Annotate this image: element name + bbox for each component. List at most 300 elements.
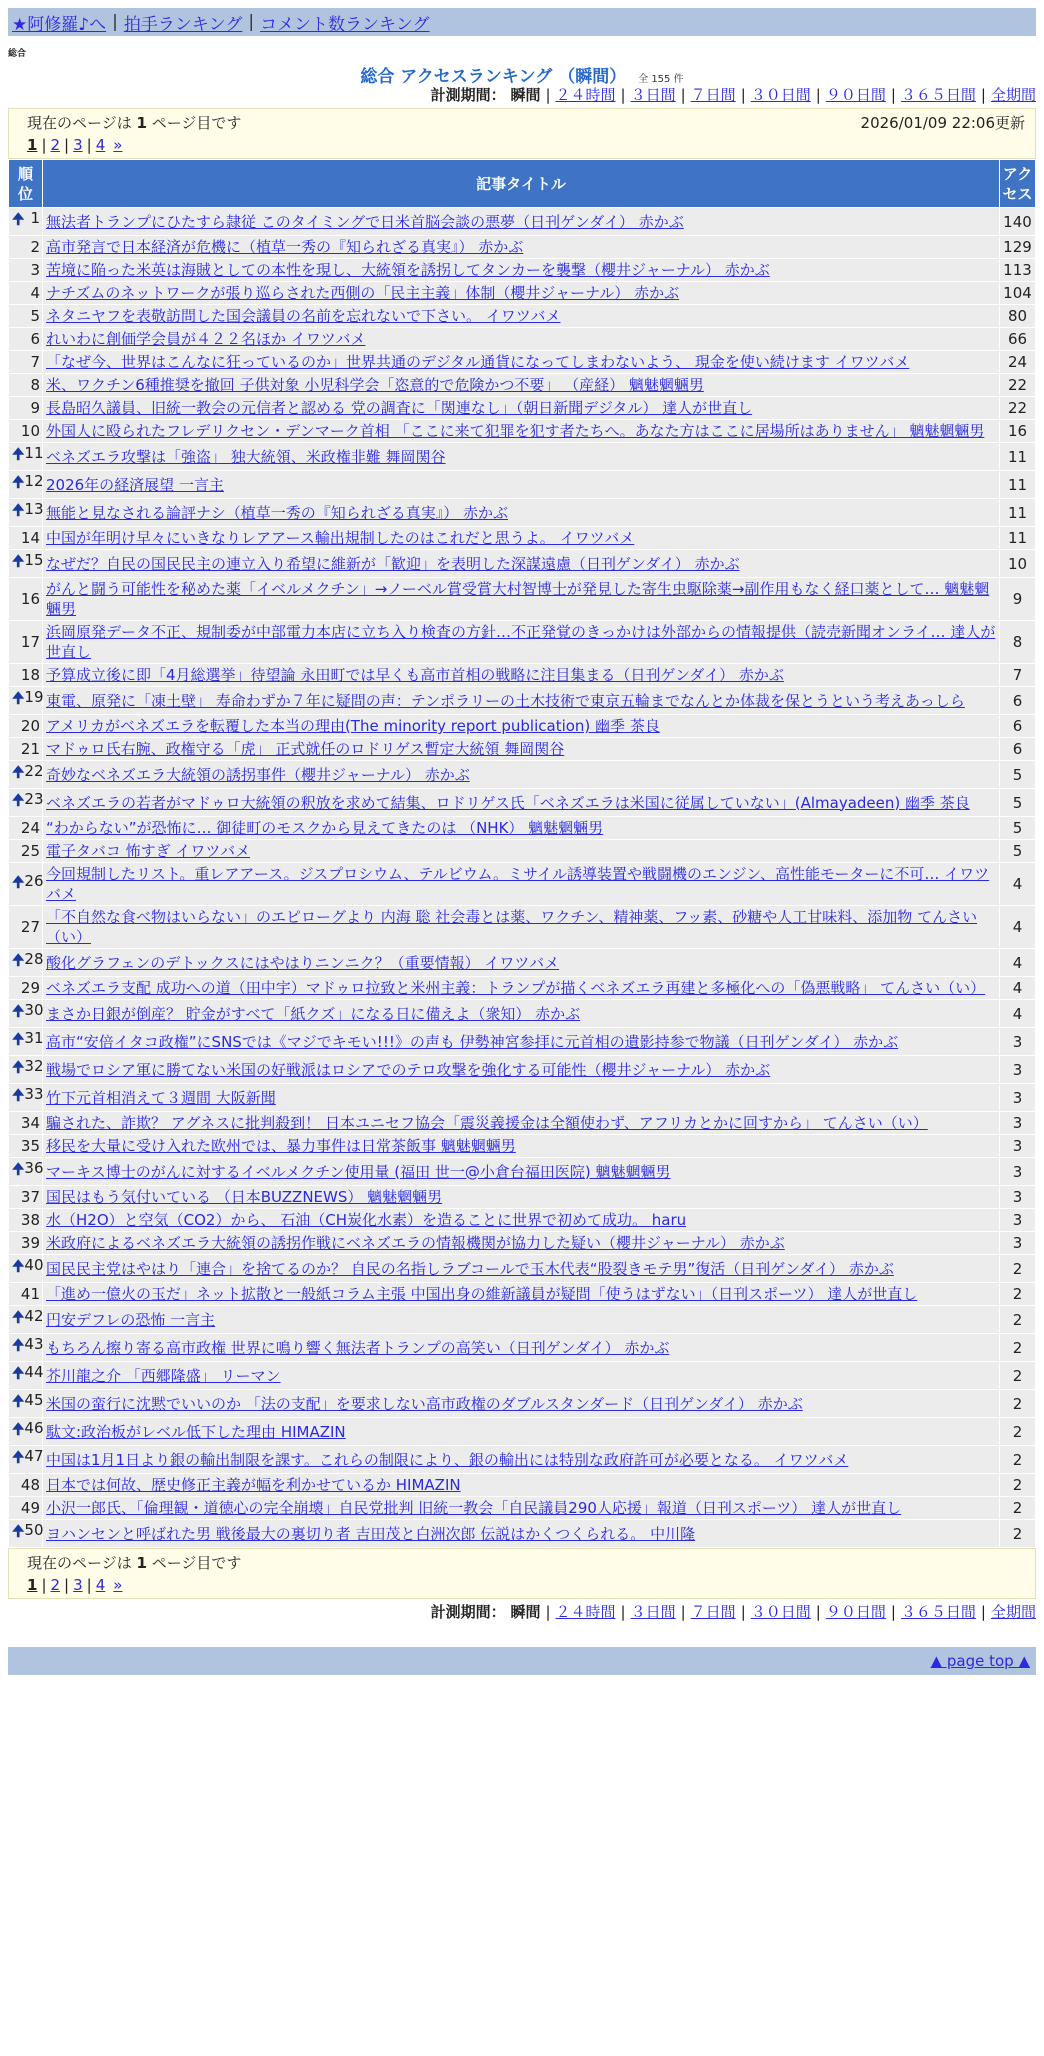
access-count: 3 — [1000, 1028, 1036, 1056]
article-link[interactable]: 外国人に殴られたフレデリクセン・デンマーク首相 「ここに来て犯罪を犯す者たちへ。あなた方はここに居場所はありません」 魑魅魍魎男 — [46, 422, 985, 440]
rank-up-arrow-icon: 🠉 — [12, 951, 25, 969]
table-row — [9, 621, 1036, 664]
rank-cell — [9, 1000, 43, 1028]
table-row — [9, 840, 1036, 863]
period-all-link[interactable]: 全期間 — [990, 86, 1036, 104]
table-row — [9, 1390, 1036, 1418]
article-link[interactable]: 「不自然な食べ物はいらない」のエピローグより 内海 聡 社会毒とは薬、ワクチン、精神薬、フッ素、砂糖や人工甘味料、添加物 てんさい（い） — [46, 908, 978, 946]
table-row — [9, 236, 1036, 259]
period-all-link[interactable]: 全期間 — [990, 1603, 1036, 1621]
article-link[interactable]: なぜだ？自民の国民民主の連立入り希望に維新が「歓迎」を表明した深謀遠慮（日刊ゲンダイ） 赤かぶ — [46, 554, 740, 573]
article-link[interactable]: 高市発言で日本経済が危機に（植草一秀の『知られざる真実』） 赤かぶ — [46, 238, 524, 256]
rank-up-arrow-icon: 🠉 — [12, 1160, 25, 1178]
article-link[interactable]: マーキス博士のがんに対するイベルメクチン使用量 (福田 世一@小倉台福田医院) 魑魅魍魎男 — [46, 1162, 671, 1181]
article-link[interactable]: 駄文:政治板がレベル低下した理由 HIMAZIN — [46, 1422, 346, 1441]
access-count: 11 — [1000, 443, 1036, 471]
rank-number: 15 — [24, 551, 44, 569]
table-row — [9, 328, 1036, 351]
rank-up-arrow-icon: 🠉 — [12, 1448, 25, 1466]
rank-cell — [9, 1520, 43, 1548]
title-cell — [43, 208, 1000, 236]
table-row — [9, 443, 1036, 471]
table-row — [9, 550, 1036, 578]
period-90d-link[interactable]: ９０日間 — [825, 86, 886, 104]
title-cell — [43, 1209, 1000, 1232]
rank-cell — [9, 1056, 43, 1084]
title-cell — [43, 1474, 1000, 1497]
article-link[interactable]: 中国は1月1日より銀の輸出制限を課す。これらの制限により、銀の輸出には特別な政府許可が必要となる。 イワツバメ — [46, 1450, 849, 1469]
article-link[interactable]: 高市“安倍イタコ政権”にSNSでは《マジでキモい!!!》の声も 伊勢神宮参拝に元首相の遺影持参で物議（日刊ゲンダイ） 赤かぶ — [46, 1032, 899, 1051]
table-row — [9, 351, 1036, 374]
title-cell — [43, 906, 1000, 949]
rank-number: 50 — [24, 1521, 44, 1539]
rank-up-arrow-icon: 🠉 — [12, 791, 25, 809]
table-row — [9, 471, 1036, 499]
period-30d-link[interactable]: ３０日間 — [750, 1603, 811, 1621]
access-count: 2 — [1000, 1362, 1036, 1390]
rank-number: 22 — [24, 762, 44, 780]
access-count: 129 — [1000, 236, 1036, 259]
table-row — [9, 1520, 1036, 1548]
table-row — [9, 527, 1036, 550]
rank-cell — [9, 550, 43, 578]
updated-timestamp: 2026/01/09 22:06更新 — [860, 114, 1025, 132]
rank-number: 46 — [24, 1419, 44, 1437]
rank-cell — [9, 715, 43, 738]
access-header: アクセス — [1000, 160, 1036, 208]
article-link[interactable]: 酸化グラフェンのデトックスにはやはりニンニク？（重要情報） イワツバメ — [46, 953, 560, 972]
pager-bottom: 現在のページは 1 ページ目です 1 | 2 | 3 | 4 » — [8, 1548, 1036, 1599]
title-cell — [43, 687, 1000, 715]
rank-number: 10 — [20, 422, 40, 440]
rank-cell — [9, 1135, 43, 1158]
article-link[interactable]: 移民を大量に受け入れた欧州では、暴力事件は日常茶飯事 魑魅魍魎男 — [46, 1137, 516, 1155]
rank-number: 18 — [20, 666, 40, 684]
rank-up-arrow-icon: 🠉 — [12, 1257, 25, 1275]
rank-number: 36 — [24, 1159, 44, 1177]
access-count: 2 — [1000, 1418, 1036, 1446]
title-cell — [43, 840, 1000, 863]
rank-number: 1 — [30, 209, 40, 227]
period-24h-link[interactable]: ２４時間 — [555, 1603, 616, 1621]
article-link[interactable]: マドゥロ氏右腕、政権守る「虎」 正式就任のロドリゲス暫定大統領 舞岡関谷 — [46, 740, 565, 758]
table-row — [9, 1446, 1036, 1474]
rank-up-arrow-icon: 🠉 — [12, 210, 25, 228]
rank-cell — [9, 664, 43, 687]
rank-number: 31 — [24, 1029, 44, 1047]
article-link[interactable]: 無法者トランプにひたすら隷従 このタイミングで日米首脳会談の悪夢（日刊ゲンダイ） 赤かぶ — [46, 212, 684, 231]
rank-up-arrow-icon: 🠉 — [12, 1058, 25, 1076]
article-link[interactable]: 米国の蛮行に沈黙でいいのか 「法の支配」を要求しない高市政権のダブルスタンダード（日刊ゲンダイ） 赤かぶ — [46, 1394, 803, 1413]
access-count: 2 — [1000, 1334, 1036, 1362]
article-link[interactable]: 小沢一郎氏、「倫理観・道徳心の完全崩壊」自民党批判 旧統一教会「自民議員290人応援」報道（日刊スポーツ） 達人が世直し — [46, 1499, 902, 1517]
title-cell — [43, 236, 1000, 259]
article-link[interactable]: 長島昭久議員、旧統一教会の元信者と認める 党の調査に「関連なし」（朝日新聞デジタル） 達人が世直し — [46, 399, 753, 417]
article-link[interactable]: 無能と見なされる論評ナシ（植草一秀の『知られざる真実』） 赤かぶ — [46, 503, 508, 522]
rank-number: 29 — [20, 979, 40, 997]
rank-up-arrow-icon: 🠉 — [12, 763, 25, 781]
rank-number: 42 — [24, 1307, 44, 1325]
table-row — [9, 1056, 1036, 1084]
rank-number: 35 — [20, 1137, 40, 1155]
rank-up-arrow-icon: 🠉 — [12, 1420, 25, 1438]
rank-number: 4 — [30, 284, 40, 302]
title-cell — [43, 374, 1000, 397]
rank-number: 32 — [24, 1057, 44, 1075]
table-row — [9, 1158, 1036, 1186]
rank-cell — [9, 621, 43, 664]
rank-cell — [9, 863, 43, 906]
article-link[interactable]: 国民民主党はやはり「連合」を捨てるのか？ 自民の名指しラブコールで玉木代表“股裂きモテ男”復活（日刊ゲンダイ） 赤かぶ — [46, 1259, 894, 1278]
table-row — [9, 906, 1036, 949]
rank-number: 37 — [20, 1188, 40, 1206]
access-count: 2 — [1000, 1497, 1036, 1520]
table-row — [9, 1112, 1036, 1135]
period-7d-link[interactable]: ７日間 — [690, 1603, 736, 1621]
rank-cell — [9, 527, 43, 550]
article-link[interactable]: れいわに創価学会員が４２２名ほか イワツバメ — [46, 330, 366, 348]
rank-number: 2 — [30, 238, 40, 256]
rank-number: 27 — [20, 918, 40, 936]
title-cell — [43, 761, 1000, 789]
section-label: 総合 — [8, 49, 27, 59]
access-count: 16 — [1000, 420, 1036, 443]
page-link-2[interactable]: 2 — [50, 136, 61, 154]
period-3d-link[interactable]: ３日間 — [630, 1603, 676, 1621]
title-cell — [43, 578, 1000, 621]
title-cell — [43, 1158, 1000, 1186]
rank-up-arrow-icon: 🠉 — [12, 872, 25, 891]
rank-number: 40 — [24, 1256, 44, 1274]
title-cell — [43, 664, 1000, 687]
access-count: 2 — [1000, 1390, 1036, 1418]
access-count: 5 — [1000, 789, 1036, 817]
article-link[interactable]: ベネズエラ支配 成功への道（田中宇）マドゥロ拉致と米州主義：トランプが描くベネズエラ再建と多極化への「偽悪戦略」 てんさい（い） — [46, 979, 986, 997]
access-count: 80 — [1000, 305, 1036, 328]
title-cell — [43, 1028, 1000, 1056]
access-count: 22 — [1000, 397, 1036, 420]
page-top-link[interactable]: ▲ page top ▲ — [930, 1652, 1030, 1670]
rank-cell — [9, 420, 43, 443]
period-current: 瞬間 — [510, 86, 541, 104]
rank-cell — [9, 1418, 43, 1446]
home-link[interactable]: ★阿修羅♪へ — [12, 14, 107, 35]
rank-number: 6 — [30, 330, 40, 348]
access-count: 10 — [1000, 550, 1036, 578]
rank-cell — [9, 1446, 43, 1474]
article-link[interactable]: 「進め一億火の玉だ」ネット拡散と一般紙コラム主張 中国出身の維新議員が疑問「使うはずない」（日刊スポーツ） 達人が世直し — [46, 1285, 918, 1303]
rank-up-arrow-icon: 🠉 — [12, 552, 25, 570]
access-count: 6 — [1000, 687, 1036, 715]
title-cell — [43, 1520, 1000, 1548]
rank-cell — [9, 840, 43, 863]
page-link-4[interactable]: 4 — [95, 1576, 106, 1594]
title-cell — [43, 1362, 1000, 1390]
article-link[interactable]: 国民はもう気付いている （日本BUZZNEWS） 魑魅魍魎男 — [46, 1188, 443, 1206]
rank-cell — [9, 789, 43, 817]
table-row — [9, 1283, 1036, 1306]
rank-number: 48 — [20, 1476, 40, 1494]
access-count: 2 — [1000, 1474, 1036, 1497]
article-link[interactable]: まさか日銀が倒産？ 貯金がすべて「紙クズ」になる日に備えよ（衆知） 赤かぶ — [46, 1004, 581, 1023]
title-cell — [43, 1306, 1000, 1334]
article-link[interactable]: アメリカがベネズエラを転覆した本当の理由(The minority report publication) 幽季 茶良 — [46, 717, 660, 735]
rank-cell — [9, 906, 43, 949]
table-row — [9, 1186, 1036, 1209]
title-cell — [43, 1112, 1000, 1135]
rank-up-arrow-icon: 🠉 — [12, 445, 25, 463]
page-link-4[interactable]: 4 — [95, 136, 106, 154]
title-cell — [43, 1283, 1000, 1306]
access-count: 2 — [1000, 1283, 1036, 1306]
rank-cell — [9, 328, 43, 351]
title-cell — [43, 420, 1000, 443]
access-count: 5 — [1000, 840, 1036, 863]
rank-cell — [9, 351, 43, 374]
title-cell — [43, 527, 1000, 550]
article-link[interactable]: 中国が年明け早々にいきなりレアアース輸出規制したのはこれだと思うよ。 イワツバメ — [46, 529, 635, 547]
period-365d-link[interactable]: ３６５日間 — [900, 86, 976, 104]
title-cell — [43, 1186, 1000, 1209]
rank-number: 14 — [20, 529, 40, 547]
rank-number: 12 — [24, 472, 44, 490]
rank-cell — [9, 1209, 43, 1232]
rank-number: 5 — [30, 307, 40, 325]
title-cell — [43, 738, 1000, 761]
period-label: 計測期間： — [430, 86, 506, 104]
access-count: 3 — [1000, 1158, 1036, 1186]
article-link[interactable]: 「なぜ今、世界はこんなに狂っているのか」世界共通のデジタル通貨になってしまわないよう、 現金を使い続けます イワツバメ — [46, 353, 910, 371]
rank-number: 13 — [24, 500, 44, 518]
access-count: 11 — [1000, 471, 1036, 499]
page-link-3[interactable]: 3 — [73, 136, 83, 154]
title-cell — [43, 259, 1000, 282]
bottom-bar — [8, 1647, 1036, 1675]
access-count: 66 — [1000, 328, 1036, 351]
rank-number: 28 — [24, 950, 44, 968]
title-cell — [43, 863, 1000, 906]
article-link[interactable]: 竹下元首相消えて３週間 大阪新聞 — [46, 1088, 276, 1107]
access-count: 3 — [1000, 1056, 1036, 1084]
access-count: 3 — [1000, 1232, 1036, 1255]
period-30d-link[interactable]: ３０日間 — [750, 86, 811, 104]
page-link-3[interactable]: 3 — [73, 1576, 83, 1594]
article-link[interactable]: 日本では何故、歴史修正主義が幅を利かせているか HIMAZIN — [46, 1476, 461, 1494]
rank-number: 16 — [20, 590, 40, 608]
rank-up-arrow-icon: 🠉 — [12, 689, 25, 707]
period-24h-link[interactable]: ２４時間 — [555, 86, 616, 104]
title-cell — [43, 1056, 1000, 1084]
rank-cell — [9, 1028, 43, 1056]
article-link[interactable]: 東電、原発に「凍土壁」 寿命わずか７年に疑問の声：テンポラリーの土木技術で東京五輪までなんとか体裁を保とうという考えあっしら — [46, 691, 965, 710]
access-count: 140 — [1000, 208, 1036, 236]
clap-ranking-link[interactable]: 拍手ランキング — [123, 14, 243, 35]
rank-cell — [9, 1186, 43, 1209]
access-count: 7 — [1000, 664, 1036, 687]
period-selector-bottom: 計測期間： 瞬間 | ２４時間 | ３日間 | ７日間 | ３０日間 | ９０日間 | ３６５日間 | 全期間 — [430, 1603, 1036, 1621]
article-link[interactable]: ヨハンセンと呼ばれた男 戦後最大の裏切り者 吉田茂と白洲次郎 伝説はかくつくられる。 中川隆 — [46, 1524, 696, 1543]
table-row — [9, 374, 1036, 397]
rank-cell — [9, 1390, 43, 1418]
access-count: 5 — [1000, 761, 1036, 789]
table-row — [9, 1209, 1036, 1232]
article-link[interactable]: 予算成立後に即「4月総選挙」待望論 永田町では早くも高市首相の戦略に注目集まる（日刊ゲンダイ） 赤かぶ — [46, 666, 784, 684]
total-count: 全 155 件 — [638, 74, 684, 85]
table-row — [9, 1334, 1036, 1362]
next-page-link[interactable]: » — [113, 1576, 123, 1594]
rank-cell — [9, 305, 43, 328]
title-cell — [43, 443, 1000, 471]
rank-cell — [9, 1362, 43, 1390]
title-cell — [43, 1390, 1000, 1418]
table-row — [9, 1362, 1036, 1390]
article-link[interactable]: 米政府によるベネズエラ大統領の誘拐作戦にベネズエラの情報機関が協力した疑い（櫻井ジャーナル） 赤かぶ — [46, 1234, 785, 1252]
access-count: 3 — [1000, 1084, 1036, 1112]
rank-number: 20 — [20, 717, 40, 735]
article-link[interactable]: 芥川龍之介 「西郷隆盛」 リーマン — [46, 1366, 281, 1385]
article-link[interactable]: 騙された、詐欺？ アグネスに批判殺到！ 日本ユニセフ協会「震災義援金は全額使わず、アフリカとかに回すから」 てんさい（い） — [46, 1114, 928, 1132]
rank-cell — [9, 1232, 43, 1255]
ranking-title: 総合 アクセスランキング （瞬間） — [360, 67, 627, 87]
article-link[interactable]: 浜岡原発データ不正、規制委が中部電力本店に立ち入り検査の方針…不正発覚のきっかけは外部からの情報提供（読売新聞オンライ… 達人が世直し — [46, 623, 996, 661]
table-row — [9, 738, 1036, 761]
rank-number: 33 — [24, 1085, 44, 1103]
article-link[interactable]: ベネズエラの若者がマドゥロ大統領の釈放を求めて結集、ロドリゲス氏「ベネズエラは米国に従属していない」(Almayadeen) 幽季 茶良 — [46, 793, 970, 812]
rank-number: 23 — [24, 790, 44, 808]
table-row — [9, 863, 1036, 906]
rank-cell — [9, 949, 43, 977]
rank-number: 9 — [30, 399, 40, 417]
article-link[interactable]: 電子タバコ 怖すぎ イワツバメ — [46, 842, 251, 860]
period-90d-link[interactable]: ９０日間 — [825, 1603, 886, 1621]
rank-number: 49 — [20, 1499, 40, 1517]
table-row — [9, 687, 1036, 715]
article-link[interactable]: 戦場でロシア軍に勝てない米国の好戦派はロシアでのテロ攻撃を強化する可能性（櫻井ジャーナル） 赤かぶ — [46, 1060, 771, 1079]
rank-cell — [9, 1306, 43, 1334]
table-row — [9, 1000, 1036, 1028]
access-count: 4 — [1000, 906, 1036, 949]
rank-number: 44 — [24, 1363, 44, 1381]
rank-number: 39 — [20, 1234, 40, 1252]
table-row — [9, 949, 1036, 977]
table-row — [9, 1135, 1036, 1158]
ranking-rows — [9, 208, 1036, 1548]
article-link[interactable]: 米、ワクチン6種推奨を撤回 子供対象 小児科学会「恣意的で危険かつ不要」 （産経） 魑魅魍魎男 — [46, 376, 704, 394]
article-link[interactable]: ナチズムのネットワークが張り巡らされた西側の「民主主義」体制（櫻井ジャーナル） 赤かぶ — [46, 284, 680, 302]
rank-cell — [9, 499, 43, 527]
table-row — [9, 499, 1036, 527]
rank-up-arrow-icon: 🠉 — [12, 1086, 25, 1104]
table-row — [9, 1474, 1036, 1497]
title-cell — [43, 715, 1000, 738]
access-count: 8 — [1000, 621, 1036, 664]
rank-number: 30 — [24, 1001, 44, 1019]
rank-cell — [9, 443, 43, 471]
page-link-2[interactable]: 2 — [50, 1576, 61, 1594]
access-count: 6 — [1000, 738, 1036, 761]
article-link[interactable]: ベネズエラ攻撃は「強盗」 独大統領、米政権非難 舞岡関谷 — [46, 447, 446, 466]
period-3d-link[interactable]: ３日間 — [630, 86, 676, 104]
next-page-link[interactable]: » — [113, 136, 123, 154]
article-link[interactable]: 苦境に陥った米英は海賊としての本性を現し、大統領を誘拐してタンカーを襲撃（櫻井ジャーナル） 赤かぶ — [46, 261, 770, 279]
title-cell — [43, 305, 1000, 328]
access-count: 24 — [1000, 351, 1036, 374]
rank-up-arrow-icon: 🠉 — [12, 1308, 25, 1326]
article-link[interactable]: ネタニヤフを表敬訪問した国会議員の名前を忘れないで下さい。 イワツバメ — [46, 307, 561, 325]
access-count: 3 — [1000, 1186, 1036, 1209]
period-label: 計測期間： — [430, 1603, 506, 1621]
rank-cell — [9, 817, 43, 840]
article-link[interactable]: 2026年の経済展望 一言主 — [46, 475, 224, 494]
access-count: 113 — [1000, 259, 1036, 282]
rank-up-arrow-icon: 🠉 — [12, 501, 25, 519]
rank-number: 41 — [20, 1285, 40, 1303]
rank-number: 7 — [30, 353, 40, 371]
rank-cell — [9, 1474, 43, 1497]
title-cell — [43, 977, 1000, 1000]
access-count: 3 — [1000, 1112, 1036, 1135]
title-cell — [43, 621, 1000, 664]
rank-cell — [9, 761, 43, 789]
article-link[interactable]: “わからない”が恐怖に… 御徒町のモスクから見えてきたのは （NHK） 魑魅魍魎男 — [46, 819, 604, 837]
article-link[interactable]: 奇妙なベネズエラ大統領の誘拐事件（櫻井ジャーナル） 赤かぶ — [46, 765, 470, 784]
access-count: 11 — [1000, 527, 1036, 550]
rank-number: 17 — [20, 633, 40, 651]
table-row — [9, 420, 1036, 443]
rank-up-arrow-icon: 🠉 — [12, 1522, 25, 1540]
access-count: 9 — [1000, 578, 1036, 621]
table-row — [9, 1418, 1036, 1446]
access-count: 4 — [1000, 1000, 1036, 1028]
article-link[interactable]: 今回規制したリスト。重レアアース。ジスプロシウム、テルビウム。ミサイル誘導装置や戦闘機のエンジン、高性能モーターに不可… イワツバメ — [46, 865, 990, 903]
access-count: 22 — [1000, 374, 1036, 397]
period-current: 瞬間 — [510, 1603, 541, 1621]
rank-number: 24 — [20, 819, 40, 837]
title-cell — [43, 397, 1000, 420]
rank-cell — [9, 259, 43, 282]
rank-cell — [9, 977, 43, 1000]
article-link[interactable]: がんと闘う可能性を秘めた薬「イベルメクチン」→ノーベル賞受賞大村智博士が発見した寄生虫駆除薬→副作用もなく経口薬として… 魑魅魍魎男 — [46, 580, 990, 618]
nav-separator: | — [248, 12, 255, 32]
title-cell — [43, 471, 1000, 499]
comment-ranking-link[interactable]: コメント数ランキング — [260, 14, 430, 35]
top-nav-bar — [8, 8, 1036, 36]
rank-number: 19 — [24, 688, 44, 706]
title-cell — [43, 550, 1000, 578]
period-7d-link[interactable]: ７日間 — [690, 86, 736, 104]
rank-up-arrow-icon: 🠉 — [12, 1030, 25, 1048]
title-cell — [43, 1135, 1000, 1158]
rank-number: 34 — [20, 1114, 40, 1132]
rank-number: 38 — [20, 1211, 40, 1229]
access-count: 104 — [1000, 282, 1036, 305]
article-link[interactable]: 水（H2O）と空気（CO2）から、 石油（CH炭化水素）を造ることに世界で初めて成功。 haru — [46, 1211, 687, 1229]
nav-separator: | — [112, 12, 118, 32]
article-link[interactable]: 円安デフレの恐怖 一言主 — [46, 1310, 216, 1329]
rank-up-arrow-icon: 🠉 — [12, 1392, 25, 1410]
current-page-text: 現在のページは 1 ページ目です — [27, 114, 242, 132]
article-link[interactable]: もちろん擦り寄る高市政権 世界に鳴り響く無法者トランプの高笑い（日刊ゲンダイ） 赤かぶ — [46, 1338, 670, 1357]
title-header: 記事タイトル — [43, 160, 1000, 208]
title-cell — [43, 328, 1000, 351]
title-cell — [43, 1418, 1000, 1446]
ranking-table — [8, 159, 1036, 1548]
period-365d-link[interactable]: ３６５日間 — [900, 1603, 976, 1621]
table-row — [9, 1306, 1036, 1334]
rank-number: 11 — [24, 444, 44, 462]
rank-cell — [9, 397, 43, 420]
access-count: 4 — [1000, 977, 1036, 1000]
